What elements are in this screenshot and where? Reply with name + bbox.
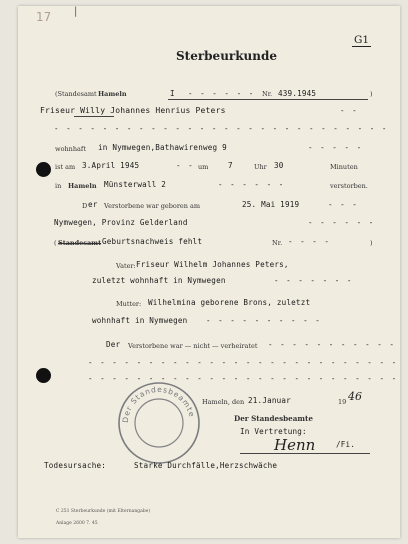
form-footer-line2: Anlage 2600 7. 45 bbox=[56, 521, 98, 526]
place-date-prefix: Hameln, den bbox=[202, 398, 245, 406]
registry-city: Hameln bbox=[98, 90, 127, 98]
dashes: - - - - - - - bbox=[274, 276, 353, 285]
official-title: Der Standesbeamte bbox=[234, 414, 313, 423]
dashes: - - - - bbox=[288, 237, 331, 246]
dashes: - - - - - - - - - - - - - - - - - - - - - - - - - - bbox=[88, 358, 398, 367]
father-line2: zuletzt wohnhaft in Nymwegen bbox=[92, 276, 226, 285]
issue-year-handwritten: 46 bbox=[348, 390, 362, 403]
dashes: - - - - - - - - - - bbox=[206, 316, 322, 325]
dashes: - - bbox=[176, 161, 195, 170]
residence-value: in Nymwegen,Bathawirenweg 9 bbox=[98, 143, 227, 152]
death-date-label: ist am bbox=[55, 163, 76, 171]
stamp-text: Der Standesbeamte bbox=[120, 384, 197, 424]
dashes: - - - - - - bbox=[188, 89, 255, 98]
death-place: Münsterwall 2 bbox=[104, 180, 167, 189]
registry-prefix: (Standesamt bbox=[55, 90, 97, 98]
svg-text:Der Standesbeamte bbox=[121, 385, 197, 423]
deputy-label: In Vertretung: bbox=[240, 427, 307, 436]
dashes: - - - - - - - - - - - - - - - - - - - - - - - - - - bbox=[88, 374, 398, 383]
father-line1: Friseur Wilhelm Johannes Peters, bbox=[136, 260, 289, 269]
dashes: - - - bbox=[328, 200, 359, 209]
birth-date: 25. Mai 1919 bbox=[242, 200, 300, 209]
birth-record-crossed: Standesamt bbox=[58, 239, 102, 247]
signature-rule bbox=[240, 453, 370, 454]
punch-hole bbox=[36, 368, 51, 383]
rule bbox=[168, 99, 368, 100]
document-title: Sterbeurkunde bbox=[176, 49, 278, 63]
birth-typed-er: er bbox=[88, 200, 98, 209]
nr-label: Nr. bbox=[262, 90, 273, 98]
dashes: - - bbox=[340, 106, 359, 115]
death-hour: 7 bbox=[228, 161, 233, 170]
registry-suffix: ) bbox=[370, 90, 373, 98]
father-label: Vater: bbox=[116, 262, 136, 270]
birth-record-note: Geburtsnachweis fehlt bbox=[102, 237, 203, 246]
mother-line2: wohnhaft in Nymwegen bbox=[92, 316, 188, 325]
birth-label: Verstorbene war geboren am bbox=[104, 202, 201, 210]
signature-suffix: /Fi. bbox=[336, 440, 356, 449]
place-label-in: in bbox=[55, 182, 62, 190]
certificate-sheet bbox=[18, 6, 400, 538]
corner-mark: | bbox=[74, 6, 78, 17]
dashes: - - - - - - - - - - - bbox=[268, 340, 396, 349]
dashes: - - - - - bbox=[308, 143, 363, 152]
cause-value: Starke Durchfälle,Herzschwäche bbox=[134, 461, 278, 470]
issue-year-prefix: 19 bbox=[338, 398, 347, 406]
time-label-minuten: Minuten bbox=[330, 163, 358, 171]
time-label-uhr: Uhr bbox=[254, 163, 267, 171]
form-footer-line1: C 251 Sterbeurkunde (mit Elternangabe) bbox=[56, 509, 151, 514]
punch-hole bbox=[36, 162, 51, 177]
death-city: Hameln bbox=[68, 182, 97, 190]
deceased-name: Friseur Willy Johannes Henrius Peters bbox=[40, 106, 226, 115]
signature: Henn bbox=[274, 436, 316, 454]
birth-record-nr: Nr. bbox=[272, 239, 283, 247]
issue-date: 21.Januar bbox=[248, 396, 291, 405]
death-date: 3.April 1945 bbox=[82, 161, 140, 170]
birth-record-close: ) bbox=[370, 239, 373, 247]
dashes: - - - - - - - - - - - - - - - - - - - - - - - - - - - - bbox=[54, 124, 388, 133]
dashes: - - - - - - bbox=[308, 218, 375, 227]
corner-note: 17 bbox=[36, 10, 52, 24]
dashes: - - - - - - bbox=[218, 180, 285, 189]
died-label: verstorben. bbox=[330, 182, 368, 190]
mother-label: Mutter: bbox=[116, 300, 142, 308]
death-minutes: 30 bbox=[274, 161, 284, 170]
birth-record-open: ( bbox=[54, 239, 57, 247]
form-id: G1 bbox=[354, 34, 370, 46]
married-label: Verstorbene war — nicht — verheiratet bbox=[128, 342, 258, 350]
birth-place: Nymwegen, Provinz Gelderland bbox=[54, 218, 188, 227]
registry-office: I bbox=[170, 89, 175, 98]
cause-label: Todesursache: bbox=[44, 461, 107, 470]
mother-line1: Wilhelmina geborene Brons, zuletzt bbox=[148, 298, 311, 307]
rule bbox=[74, 116, 114, 117]
official-seal-stamp bbox=[114, 378, 204, 468]
time-label-um: um bbox=[198, 163, 209, 171]
married-typed-der: Der bbox=[106, 340, 121, 349]
residence-label: wohnhaft bbox=[55, 145, 86, 153]
registry-number: 439.1945 bbox=[278, 89, 317, 98]
birth-label-der: D bbox=[82, 202, 88, 210]
